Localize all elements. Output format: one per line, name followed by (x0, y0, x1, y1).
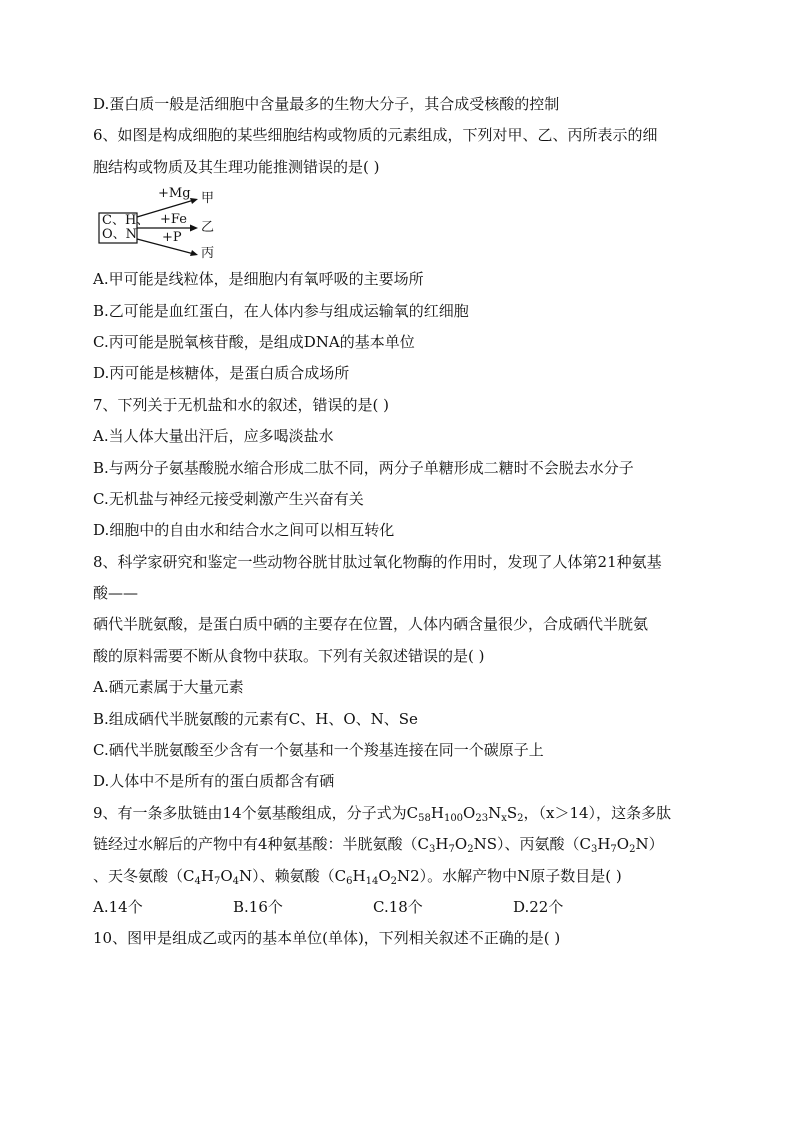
q8-option-b: B.组成硒代半胱氨酸的元素有C、H、O、N、Se (93, 709, 418, 728)
q7-stem: 7、下列关于无机盐和水的叙述，错误的是( ) (93, 395, 390, 414)
q8-option-a: A.硒元素属于大量元素 (93, 678, 244, 697)
q8-stem-line1: 8、科学家研究和鉴定一些动物谷胱甘肽过氧化物酶的作用时，发现了人体第21种氨基 (93, 552, 662, 571)
diagram-label-mg: +Mg (158, 186, 191, 202)
diagram-label-bing: 丙 (201, 246, 215, 262)
diagram-label-yi: 乙 (201, 220, 215, 236)
q9-option-a: A.14个 (93, 897, 143, 916)
q6-option-a: A.甲可能是线粒体，是细胞内有氧呼吸的主要场所 (93, 270, 424, 289)
q9-stem-line2: 链经过水解后的产物中有4种氨基酸：半胱氨酸$(C_3H_7O_2NS)$、丙氨酸$(C_3H_7O_2N)$ (93, 835, 664, 856)
q8-stem-line3: 硒代半胱氨酸，是蛋白质中硒的主要存在位置，人体内硒含量很少，合成硒代半胱氨 (93, 615, 649, 634)
q9-option-c: C.18个 (373, 897, 423, 916)
q6-stem-line2: 胞结构或物质及其生理功能推测错误的是( ) (93, 157, 380, 176)
q9-stem-line1: 9、有一条多肽链由14个氨基酸组成，分子式为$C_{58}H_{100}O_{23}N_xS_2$，（x＞14），这条多肽 (93, 803, 672, 824)
q9-options (93, 898, 713, 916)
diagram-label-fe: +Fe (160, 212, 187, 228)
q8-stem-line2: 酸—— (93, 584, 139, 603)
q7-option-a: A.当人体大量出汗后，应多喝淡盐水 (93, 427, 334, 446)
q9-stem-line3: 、天冬氨酸$(C_4H_7O_4N)$、赖氨酸$(C_6H_{14}O_2N2)$。水解产物中N原子数目是( ) (93, 866, 622, 887)
exam-page (93, 95, 713, 961)
q6-option-d: D.丙可能是核糖体，是蛋白质合成场所 (93, 364, 350, 383)
diagram-elements-line2: O、N (102, 227, 138, 243)
q5-option-d: D.蛋白质一般是活细胞中含量最多的生物大分子，其合成受核酸的控制 (93, 95, 560, 113)
q6-option-c: C.丙可能是脱氧核苷酸，是组成DNA的基本单位 (93, 332, 415, 351)
q8-option-d: D.人体中不是所有的蛋白质都含有硒 (93, 772, 335, 791)
q10-stem: 10、图甲是组成乙或丙的基本单位(单体)，下列相关叙述不正确的是( ) (93, 929, 561, 948)
q6-option-b: B.乙可能是血红蛋白，在人体内参与组成运输氧的红细胞 (93, 301, 469, 320)
q8-option-c: C.硒代半胱氨酸至少含有一个氨基和一个羧基连接在同一个碳原子上 (93, 741, 544, 760)
q7-option-c: C.无机盐与神经元接受刺激产生兴奋有关 (93, 489, 364, 508)
q6-stem-line1: 6、如图是构成细胞的某些细胞结构或物质的元素组成，下列对甲、乙、丙所表示的细 (93, 126, 658, 145)
q8-stem-line4: 酸的原料需要不断从食物中获取。下列有关叙述错误的是( ) (93, 646, 485, 665)
diagram-label-jia: 甲 (201, 191, 215, 207)
q7-option-d: D.细胞中的自由水和结合水之间可以相互转化 (93, 521, 395, 540)
q7-option-b: B.与两分子氨基酸脱水缩合形成二肽不同，两分子单糖形成二糖时不会脱去水分子 (93, 458, 634, 477)
diagram-elements-line1: C、H、 (102, 213, 150, 229)
element-composition-diagram (98, 187, 228, 261)
q9-option-b: B.16个 (233, 897, 283, 916)
diagram-label-p: +P (162, 230, 182, 246)
q9-option-d: D.22个 (513, 897, 564, 916)
